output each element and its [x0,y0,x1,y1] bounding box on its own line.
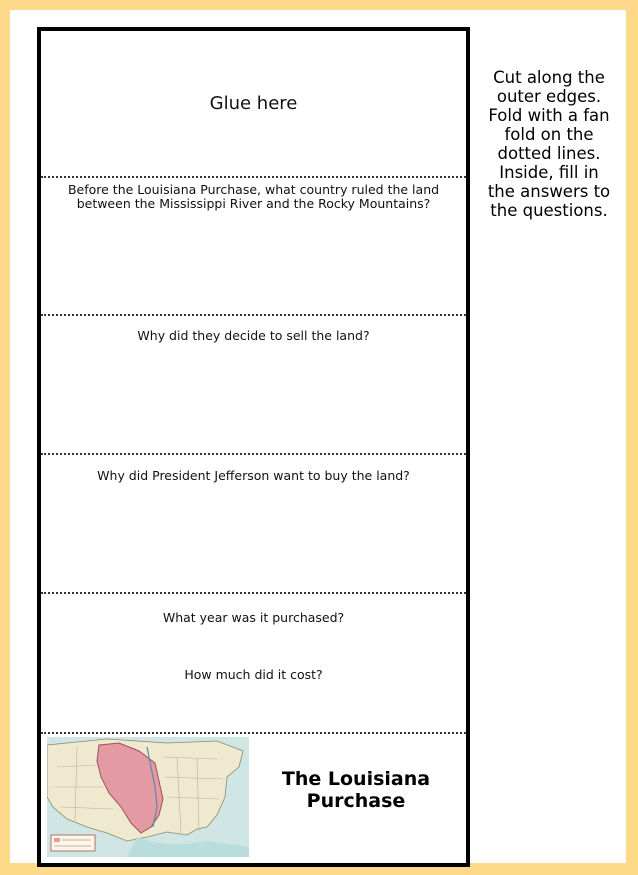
question-year: What year was it purchased? [162,610,345,625]
foldable-title: The Louisiana Purchase [281,768,431,812]
map-icon [47,737,249,857]
fold-line-3 [41,453,466,455]
question-why-sell: Why did they decide to sell the land? [137,328,370,343]
fold-line-4 [41,592,466,594]
instructions-text: Cut along the outer edges. Fold with a fan fold on the dotted lines. Inside, fill in the answers to the questions. [487,68,611,220]
question-country: Before the Louisiana Purchase, what country ruled the land between the Mississippi River and the Rocky Mountains? [67,182,440,211]
question-why-buy: Why did President Jefferson want to buy the land? [97,468,410,483]
louisiana-purchase-map [47,737,249,857]
fold-line-5 [41,732,466,734]
fold-line-2 [41,314,466,316]
glue-here-label: Glue here [209,93,298,114]
fold-line-1 [41,176,466,178]
worksheet-page [10,10,626,863]
foldable-cutout [37,27,470,867]
question-cost: How much did it cost? [184,667,323,682]
